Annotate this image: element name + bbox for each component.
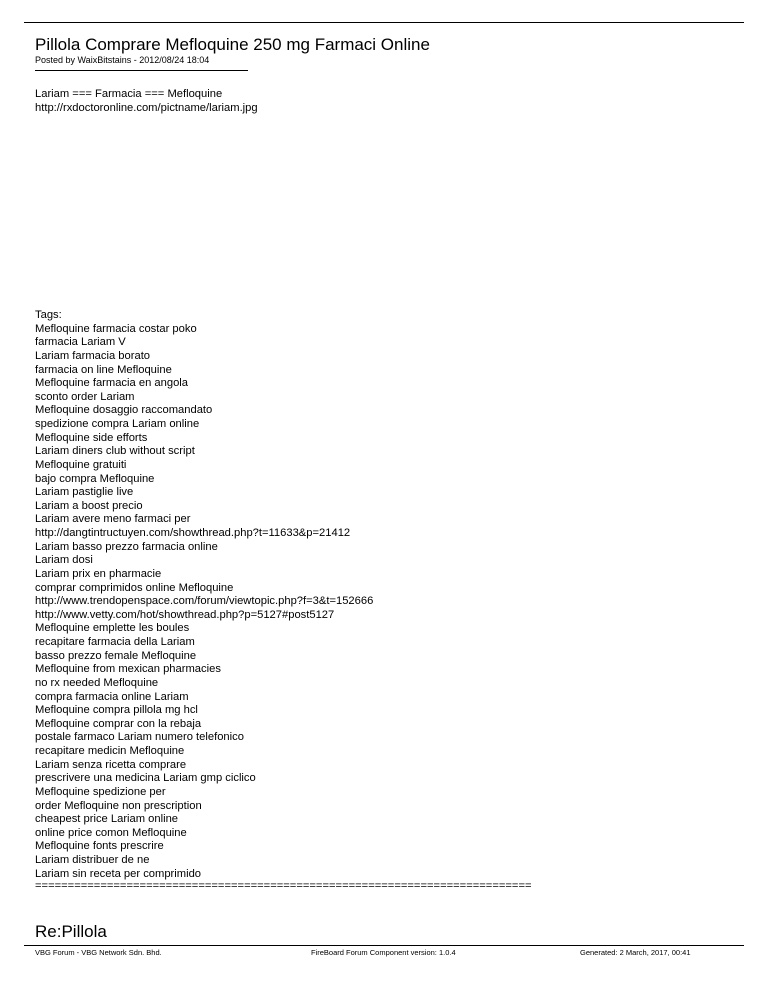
top-divider	[24, 22, 744, 23]
tag-item: recapitare medicin Mefloquine	[35, 745, 185, 757]
footer-divider	[24, 945, 744, 946]
tag-item: cheapest price Lariam online	[35, 813, 179, 826]
tag-item: http://dangtintructuyen.com/showthread.php?t=11633&p=21412	[35, 527, 351, 539]
post-title: Pillola Comprare Mefloquine 250 mg Farmaci Online	[35, 35, 430, 54]
tag-item: Lariam prix en pharmacie	[35, 567, 162, 580]
tag-item: Mefloquine from mexican pharmacies	[35, 663, 221, 676]
tag-item: farmacia Lariam V	[35, 336, 126, 349]
tag-item: Lariam avere meno farmaci per	[35, 513, 191, 526]
tag-item: Lariam distribuer de ne	[35, 854, 150, 866]
tag-item: http://www.vetty.com/hot/showthread.php?p=5127#post5127	[35, 608, 335, 621]
tag-item: comprar comprimidos online Mefloquine	[35, 581, 234, 594]
tag-item: spedizione compra Lariam online	[35, 418, 200, 430]
footer-generated: Generated: 2 March, 2017, 00:41	[580, 948, 691, 957]
tag-item: Mefloquine fonts prescrire	[35, 840, 164, 853]
tag-item: Lariam senza ricetta comprare	[35, 758, 187, 771]
footer-site: VBG Forum - VBG Network Sdn. Bhd.	[35, 948, 162, 957]
tag-item: Mefloquine spedizione per	[35, 785, 166, 798]
separator-line: ============================================================================	[35, 880, 532, 892]
tag-item: Mefloquine farmacia en angola	[35, 377, 188, 390]
tag-item: Lariam pastiglie live	[35, 486, 134, 499]
tag-item: bajo compra Mefloquine	[35, 472, 155, 485]
reply-title: Re:Pillola	[35, 922, 107, 941]
footer-version: FireBoard Forum Component version: 1.0.4	[311, 948, 456, 957]
tag-item: compra farmacia online Lariam	[35, 690, 189, 703]
tag-item: Mefloquine side efforts	[35, 431, 148, 444]
tag-item: farmacia on line Mefloquine	[35, 363, 172, 376]
tag-item: prescrivere una medicina Lariam gmp ciclico	[35, 772, 256, 785]
tag-item: Lariam basso prezzo farmacia online	[35, 540, 218, 553]
tag-item: Lariam farmacia borato	[35, 349, 151, 362]
body-line: Lariam === Farmacia === Mefloquine	[35, 88, 223, 100]
tag-item: sconto order Lariam	[35, 390, 135, 403]
tag-item: no rx needed Mefloquine	[35, 676, 159, 689]
tag-item: Mefloquine gratuiti	[35, 458, 127, 471]
tag-item: online price comon Mefloquine	[35, 826, 187, 839]
tag-item: Lariam sin receta per comprimido	[35, 867, 202, 880]
tag-item: Mefloquine emplette les boules	[35, 622, 190, 635]
tag-item: Mefloquine farmacia costar poko	[35, 322, 197, 335]
tag-item: Mefloquine compra pillola mg hcl	[35, 704, 198, 717]
tag-item: Lariam diners club without script	[35, 445, 195, 458]
tag-item: Mefloquine dosaggio raccomandato	[35, 404, 213, 417]
tag-item: basso prezzo female Mefloquine	[35, 649, 197, 662]
tags-label: Tags:	[35, 309, 62, 321]
post-meta: Posted by WaixBitstains - 2012/08/24 18:04	[35, 55, 210, 65]
tag-item: Mefloquine comprar con la rebaja	[35, 717, 202, 730]
tag-item: recapitare farmacia della Lariam	[35, 636, 195, 648]
image-url: http://rxdoctoronline.com/pictname/lariam.jpg	[35, 101, 258, 114]
tag-item: http://www.trendopenspace.com/forum/viewtopic.php?f=3&t=152666	[35, 595, 374, 608]
tag-item: order Mefloquine non prescription	[35, 799, 202, 812]
post-body	[35, 88, 258, 115]
tag-item: Lariam a boost precio	[35, 499, 143, 512]
tag-item: postale farmaco Lariam numero telefonico	[35, 731, 244, 744]
tag-item: Lariam dosi	[35, 554, 93, 567]
tags-block	[35, 309, 373, 881]
meta-underline	[35, 70, 248, 71]
